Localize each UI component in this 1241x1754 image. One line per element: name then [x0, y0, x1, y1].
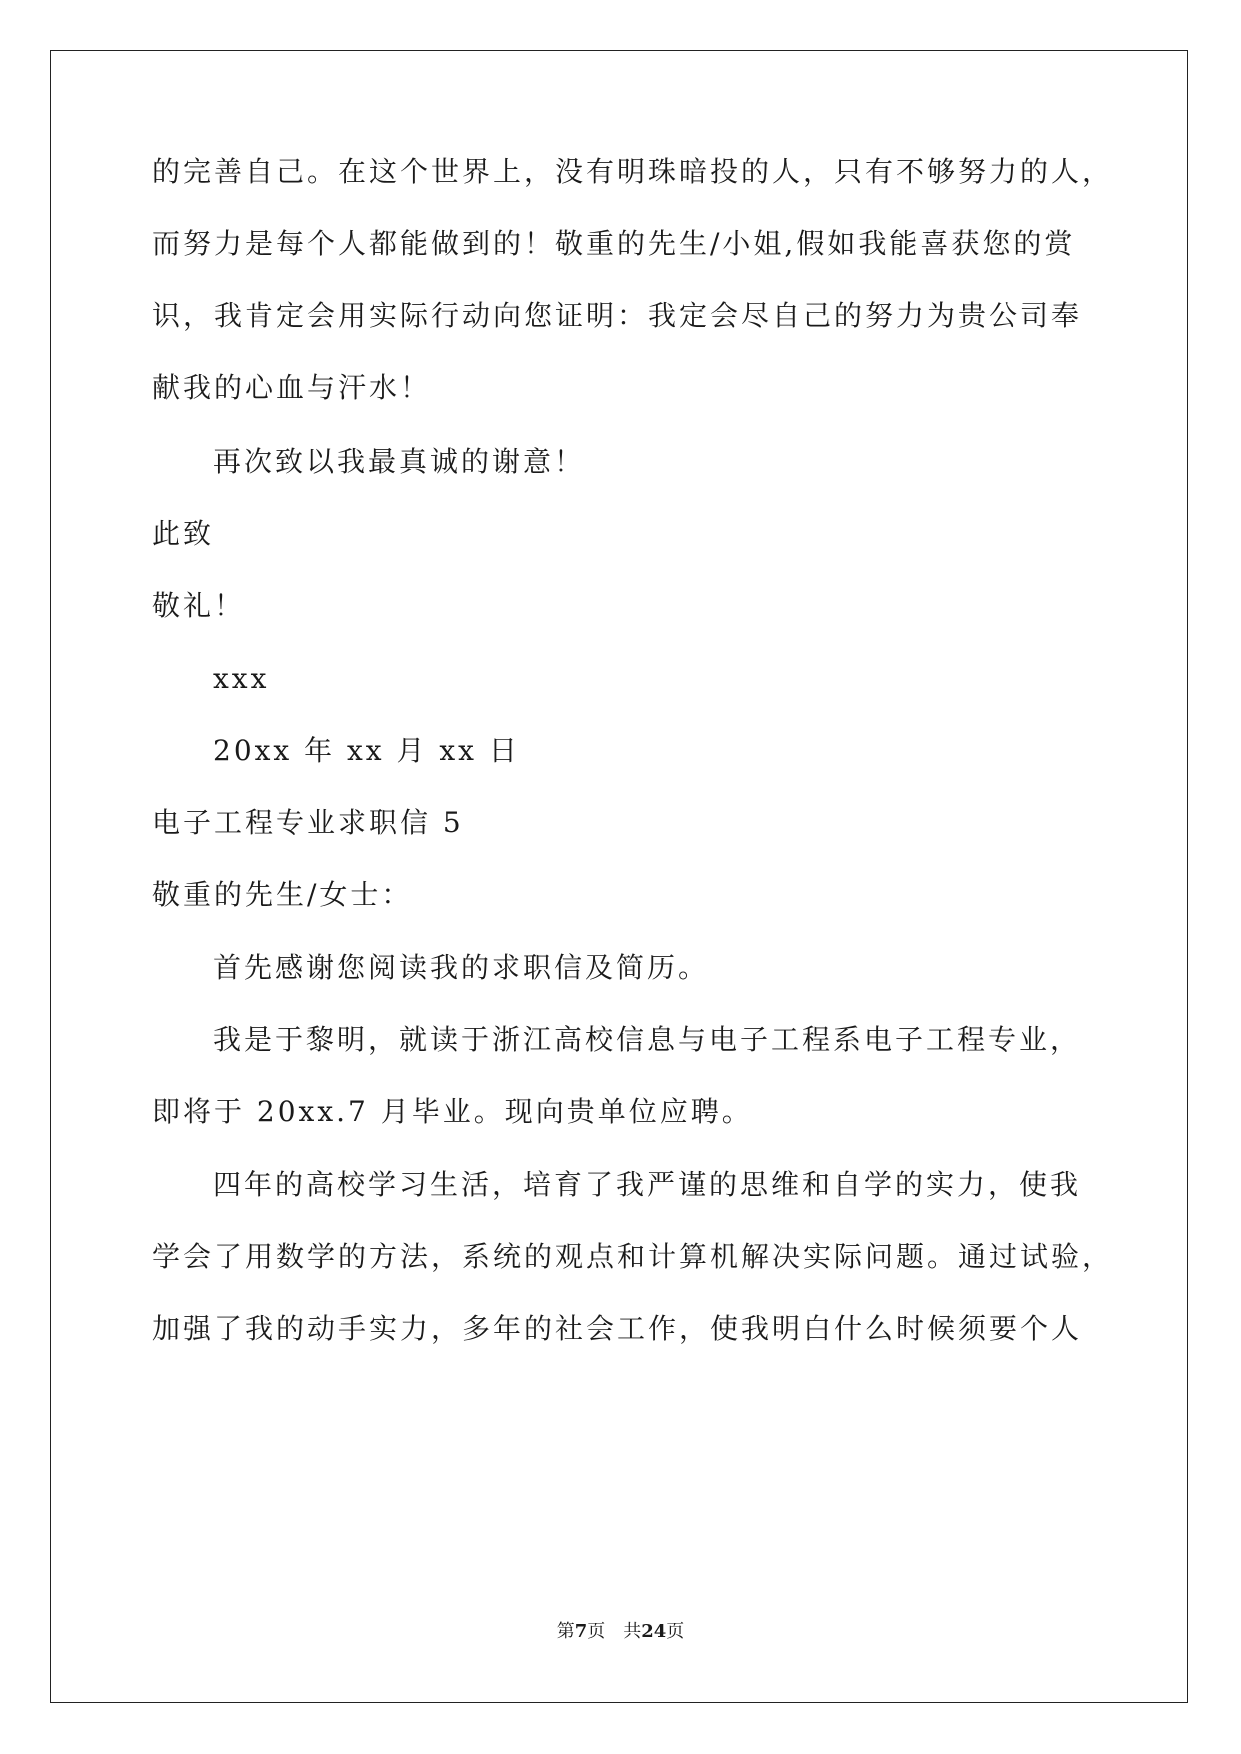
page-number: 7: [574, 1621, 588, 1642]
body-line: 四年的高校学习生活，培育了我严谨的思维和自学的实力，使我: [213, 1168, 1082, 1201]
page-suffix: 页: [587, 1621, 606, 1642]
total-prefix: 共: [623, 1621, 642, 1642]
signature: xxx: [213, 662, 270, 695]
closing-respects: 敬礼！: [152, 589, 246, 622]
body-line: 识，我肯定会用实际行动向您证明：我定会尽自己的努力为贵公司奉: [152, 299, 1083, 332]
body-line: 而努力是每个人都能做到的！敬重的先生/小姐,假如我能喜获您的赏: [152, 227, 1076, 260]
body-line: 我是于黎明，就读于浙江高校信息与电子工程系电子工程专业，: [213, 1023, 1082, 1056]
body-line: 献我的心血与汗水！: [152, 371, 432, 404]
page-footer: [0, 1620, 1241, 1644]
body-line: 再次致以我最真诚的谢意！: [213, 445, 586, 478]
body-line: 的完善自己。在这个世界上，没有明珠暗投的人，只有不够努力的人，: [152, 155, 1114, 188]
body-line: 即将于 20xx.7 月毕业。现向贵单位应聘。: [152, 1095, 753, 1128]
page-prefix: 第: [556, 1621, 575, 1642]
greeting: 敬重的先生/女士：: [152, 878, 413, 911]
total-pages: 24: [641, 1621, 667, 1642]
section-title: 电子工程专业求职信 5: [152, 806, 464, 839]
date-line: 20xx 年 xx 月 xx 日: [213, 734, 520, 767]
total-suffix: 页: [666, 1621, 685, 1642]
closing-salutation: 此致: [152, 517, 215, 550]
body-line: 加强了我的动手实力，多年的社会工作，使我明白什么时候须要个人: [152, 1312, 1083, 1345]
body-line: 首先感谢您阅读我的求职信及简历。: [213, 951, 710, 984]
body-line: 学会了用数学的方法，系统的观点和计算机解决实际问题。通过试验，: [152, 1240, 1114, 1273]
